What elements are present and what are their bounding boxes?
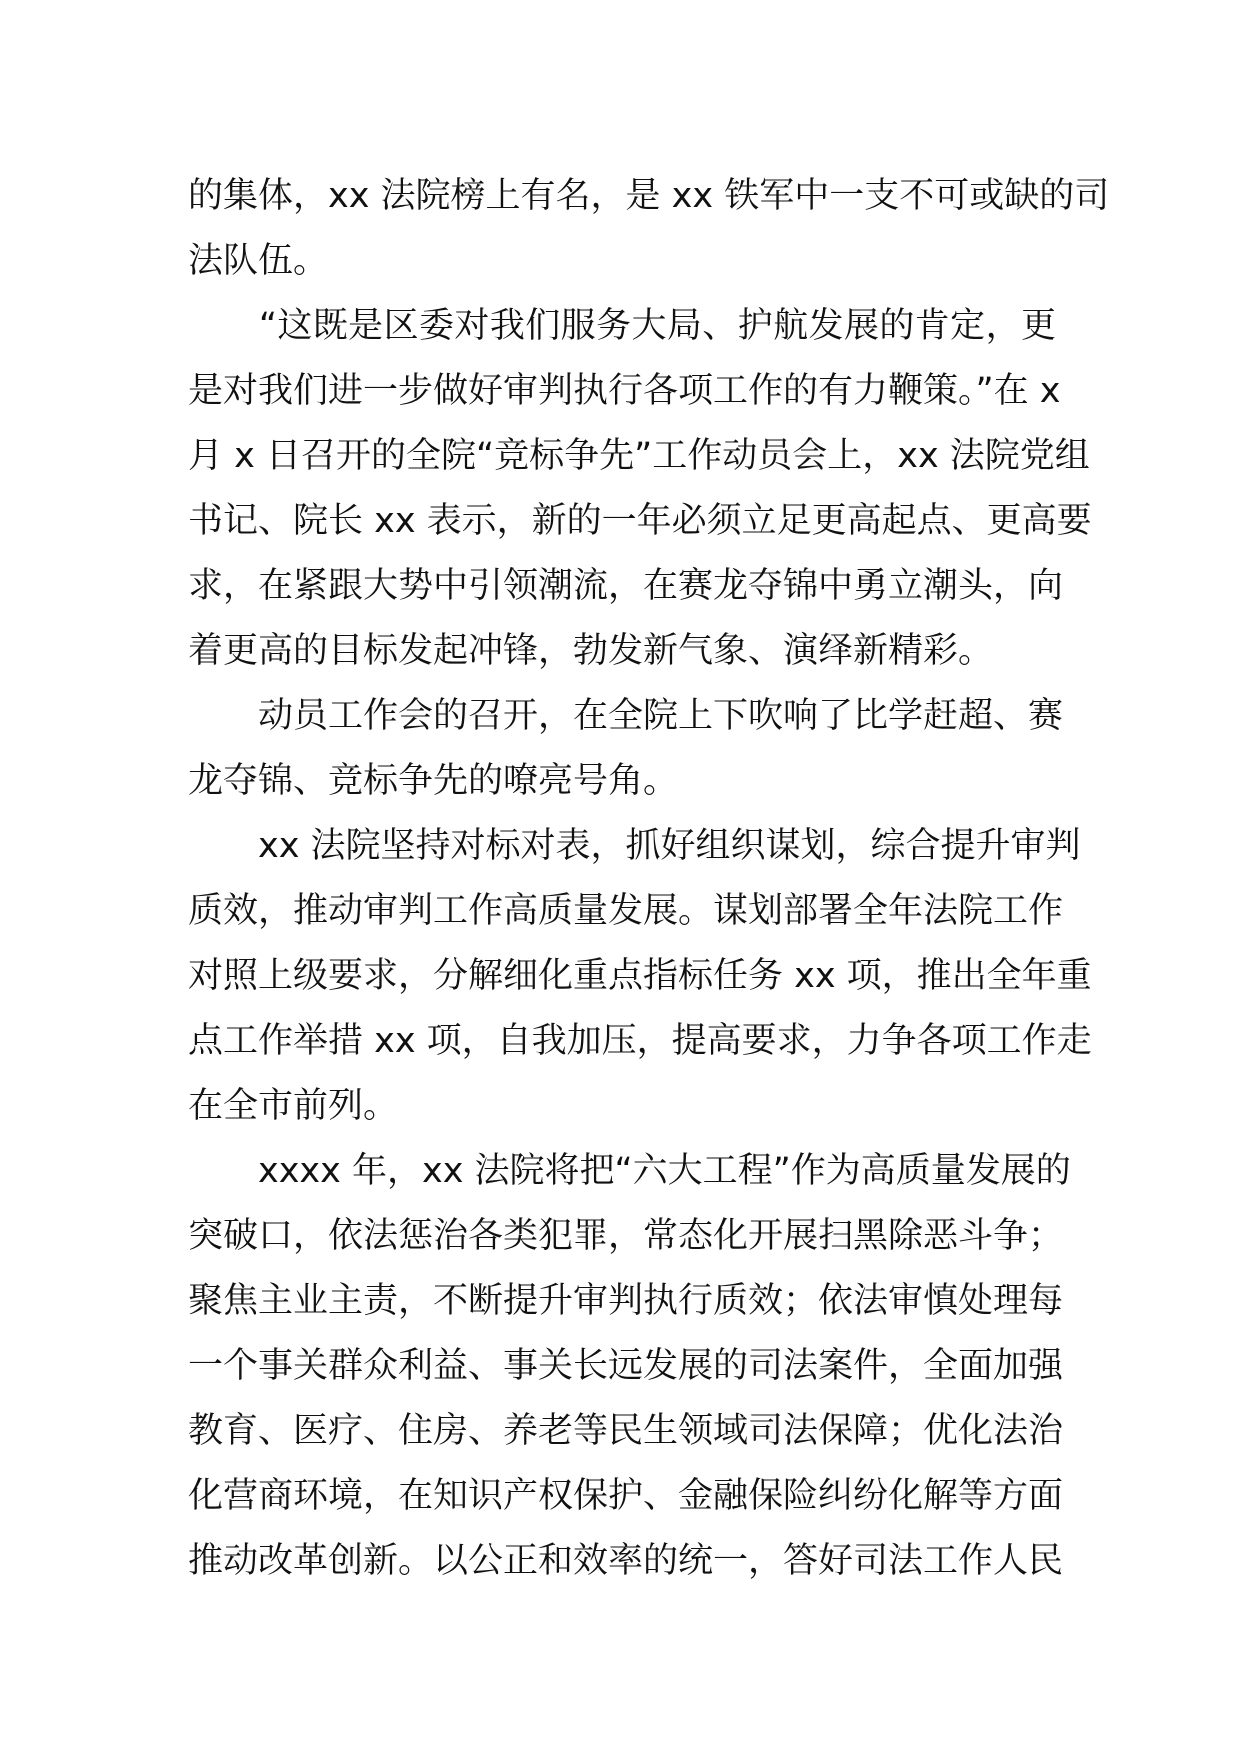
text-line: 求，在紧跟大势中引领潮流，在赛龙夺锦中勇立潮头，向 (188, 566, 1064, 606)
text-line: 在全市前列。 (188, 1086, 399, 1126)
text-line: 动员工作会的召开，在全院上下吹响了比学赶超、赛 (188, 696, 1064, 736)
text-line: 突破口，依法惩治各类犯罪，常态化开展扫黑除恶斗争； (188, 1216, 1064, 1256)
text-line: “这既是区委对我们服务大局、护航发展的肯定，更 (188, 306, 1056, 346)
paragraph-5 (188, 1139, 1071, 1594)
paragraph-2 (188, 294, 1092, 684)
text-line: 的集体，xx 法院榜上有名，是 xx 铁军中一支不可或缺的司 (188, 176, 1110, 216)
text-line: 着更高的目标发起冲锋，勃发新气象、演绎新精彩。 (188, 631, 994, 671)
text-line: 质效，推动审判工作高质量发展。谋划部署全年法院工作 (188, 891, 1064, 931)
paragraph-3 (188, 684, 1064, 814)
text-line: 推动改革创新。以公正和效率的统一，答好司法工作人民 (188, 1541, 1064, 1581)
text-line: 月 x 日召开的全院“竞标争先”工作动员会上，xx 法院党组 (188, 436, 1090, 476)
text-line: xx 法院坚持对标对表，抓好组织谋划，综合提升审判 (188, 826, 1081, 866)
text-line: 教育、医疗、住房、养老等民生领域司法保障；优化法治 (188, 1411, 1064, 1451)
text-line: 是对我们进一步做好审判执行各项工作的有力鞭策。”在 x (188, 371, 1061, 411)
paragraph-4 (188, 814, 1092, 1139)
paragraph-1 (188, 164, 1110, 294)
text-line: 法队伍。 (188, 241, 329, 281)
text-line: xxxx 年，xx 法院将把“六大工程”作为高质量发展的 (188, 1151, 1071, 1191)
document-body (188, 164, 1110, 1594)
text-line: 一个事关群众利益、事关长远发展的司法案件，全面加强 (188, 1346, 1064, 1386)
text-line: 点工作举措 xx 项，自我加压，提高要求，力争各项工作走 (188, 1021, 1092, 1061)
text-line: 书记、院长 xx 表示，新的一年必须立足更高起点、更高要 (188, 501, 1092, 541)
text-line: 聚焦主业主责，不断提升审判执行质效；依法审慎处理每 (188, 1281, 1064, 1321)
text-line: 对照上级要求，分解细化重点指标任务 xx 项，推出全年重 (188, 956, 1092, 996)
text-line: 龙夺锦、竞标争先的嘹亮号角。 (188, 761, 679, 801)
text-line: 化营商环境，在知识产权保护、金融保险纠纷化解等方面 (188, 1476, 1064, 1516)
